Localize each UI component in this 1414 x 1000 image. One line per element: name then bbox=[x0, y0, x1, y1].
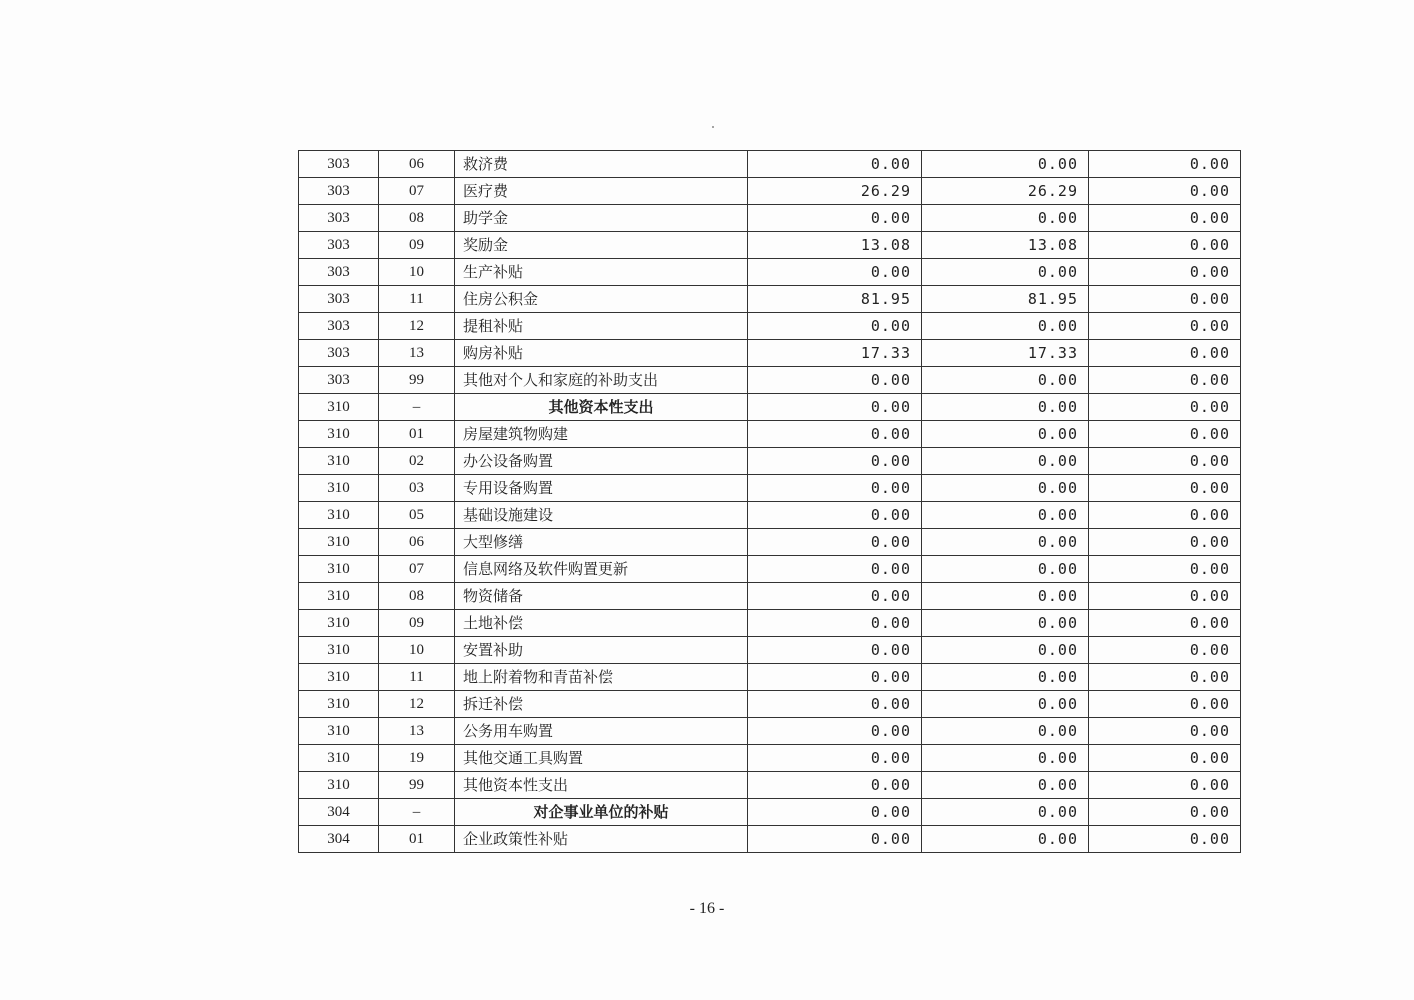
basic-amount-cell: 0.00 bbox=[922, 826, 1089, 853]
basic-amount-cell: 0.00 bbox=[922, 556, 1089, 583]
item-code-cell: 06 bbox=[379, 151, 455, 178]
basic-amount-cell: 0.00 bbox=[922, 718, 1089, 745]
basic-amount-cell: 0.00 bbox=[922, 610, 1089, 637]
basic-amount-cell: 0.00 bbox=[922, 772, 1089, 799]
project-amount-cell: 0.00 bbox=[1089, 475, 1241, 502]
class-code-cell: 303 bbox=[299, 232, 379, 259]
scan-speck bbox=[712, 126, 714, 128]
basic-amount-cell: 0.00 bbox=[922, 745, 1089, 772]
item-name-cell: 大型修缮 bbox=[455, 529, 748, 556]
table-row bbox=[299, 826, 1241, 853]
item-code-cell: – bbox=[379, 394, 455, 421]
class-code-cell: 310 bbox=[299, 664, 379, 691]
project-amount-cell: 0.00 bbox=[1089, 826, 1241, 853]
class-code-cell: 310 bbox=[299, 745, 379, 772]
class-code-cell: 310 bbox=[299, 502, 379, 529]
total-amount-cell: 13.08 bbox=[748, 232, 922, 259]
project-amount-cell: 0.00 bbox=[1089, 637, 1241, 664]
basic-amount-cell: 0.00 bbox=[922, 529, 1089, 556]
project-amount-cell: 0.00 bbox=[1089, 583, 1241, 610]
total-amount-cell: 0.00 bbox=[748, 151, 922, 178]
project-amount-cell: 0.00 bbox=[1089, 556, 1241, 583]
item-name-cell: 物资储备 bbox=[455, 583, 748, 610]
class-code-cell: 303 bbox=[299, 178, 379, 205]
item-code-cell: 12 bbox=[379, 691, 455, 718]
basic-amount-cell: 0.00 bbox=[922, 259, 1089, 286]
item-code-cell: 01 bbox=[379, 421, 455, 448]
item-code-cell: 01 bbox=[379, 826, 455, 853]
item-code-cell: 06 bbox=[379, 529, 455, 556]
item-code-cell: – bbox=[379, 799, 455, 826]
table-row bbox=[299, 178, 1241, 205]
project-amount-cell: 0.00 bbox=[1089, 745, 1241, 772]
table-row bbox=[299, 529, 1241, 556]
table-row bbox=[299, 610, 1241, 637]
class-code-cell: 310 bbox=[299, 772, 379, 799]
table-row bbox=[299, 340, 1241, 367]
total-amount-cell: 0.00 bbox=[748, 448, 922, 475]
item-name-cell: 拆迁补偿 bbox=[455, 691, 748, 718]
basic-amount-cell: 0.00 bbox=[922, 313, 1089, 340]
class-code-cell: 303 bbox=[299, 205, 379, 232]
total-amount-cell: 0.00 bbox=[748, 421, 922, 448]
project-amount-cell: 0.00 bbox=[1089, 178, 1241, 205]
total-amount-cell: 0.00 bbox=[748, 529, 922, 556]
project-amount-cell: 0.00 bbox=[1089, 691, 1241, 718]
total-amount-cell: 81.95 bbox=[748, 286, 922, 313]
class-code-cell: 310 bbox=[299, 529, 379, 556]
class-code-cell: 310 bbox=[299, 583, 379, 610]
table-row bbox=[299, 232, 1241, 259]
project-amount-cell: 0.00 bbox=[1089, 205, 1241, 232]
table-row bbox=[299, 664, 1241, 691]
project-amount-cell: 0.00 bbox=[1089, 529, 1241, 556]
item-code-cell: 11 bbox=[379, 664, 455, 691]
item-name-cell: 办公设备购置 bbox=[455, 448, 748, 475]
item-name-cell: 提租补贴 bbox=[455, 313, 748, 340]
item-code-cell: 09 bbox=[379, 232, 455, 259]
basic-amount-cell: 17.33 bbox=[922, 340, 1089, 367]
item-code-cell: 19 bbox=[379, 745, 455, 772]
item-code-cell: 13 bbox=[379, 718, 455, 745]
total-amount-cell: 17.33 bbox=[748, 340, 922, 367]
total-amount-cell: 0.00 bbox=[748, 556, 922, 583]
total-amount-cell: 0.00 bbox=[748, 745, 922, 772]
table-row bbox=[299, 475, 1241, 502]
class-code-cell: 303 bbox=[299, 151, 379, 178]
project-amount-cell: 0.00 bbox=[1089, 772, 1241, 799]
item-name-cell: 助学金 bbox=[455, 205, 748, 232]
class-code-cell: 310 bbox=[299, 637, 379, 664]
item-name-cell: 其他对个人和家庭的补助支出 bbox=[455, 367, 748, 394]
total-amount-cell: 0.00 bbox=[748, 583, 922, 610]
project-amount-cell: 0.00 bbox=[1089, 367, 1241, 394]
item-code-cell: 11 bbox=[379, 286, 455, 313]
class-code-cell: 310 bbox=[299, 691, 379, 718]
basic-amount-cell: 0.00 bbox=[922, 637, 1089, 664]
item-name-cell: 地上附着物和青苗补偿 bbox=[455, 664, 748, 691]
class-code-cell: 304 bbox=[299, 826, 379, 853]
total-amount-cell: 0.00 bbox=[748, 691, 922, 718]
class-code-cell: 310 bbox=[299, 394, 379, 421]
project-amount-cell: 0.00 bbox=[1089, 232, 1241, 259]
table-row bbox=[299, 205, 1241, 232]
page-number: - 16 - bbox=[689, 900, 725, 917]
basic-amount-cell: 81.95 bbox=[922, 286, 1089, 313]
total-amount-cell: 0.00 bbox=[748, 313, 922, 340]
item-code-cell: 13 bbox=[379, 340, 455, 367]
item-code-cell: 12 bbox=[379, 313, 455, 340]
basic-amount-cell: 0.00 bbox=[922, 502, 1089, 529]
project-amount-cell: 0.00 bbox=[1089, 259, 1241, 286]
class-code-cell: 304 bbox=[299, 799, 379, 826]
item-name-cell: 医疗费 bbox=[455, 178, 748, 205]
class-code-cell: 310 bbox=[299, 421, 379, 448]
basic-amount-cell: 13.08 bbox=[922, 232, 1089, 259]
total-amount-cell: 0.00 bbox=[748, 637, 922, 664]
total-amount-cell: 26.29 bbox=[748, 178, 922, 205]
total-amount-cell: 0.00 bbox=[748, 394, 922, 421]
item-name-cell: 住房公积金 bbox=[455, 286, 748, 313]
table-row bbox=[299, 151, 1241, 178]
item-code-cell: 10 bbox=[379, 637, 455, 664]
basic-amount-cell: 0.00 bbox=[922, 394, 1089, 421]
table-row bbox=[299, 556, 1241, 583]
class-code-cell: 310 bbox=[299, 556, 379, 583]
table-row bbox=[299, 718, 1241, 745]
item-code-cell: 10 bbox=[379, 259, 455, 286]
class-code-cell: 310 bbox=[299, 448, 379, 475]
total-amount-cell: 0.00 bbox=[748, 205, 922, 232]
table-row bbox=[299, 691, 1241, 718]
item-name-cell: 安置补助 bbox=[455, 637, 748, 664]
project-amount-cell: 0.00 bbox=[1089, 151, 1241, 178]
basic-amount-cell: 0.00 bbox=[922, 664, 1089, 691]
item-code-cell: 03 bbox=[379, 475, 455, 502]
item-name-cell: 土地补偿 bbox=[455, 610, 748, 637]
item-code-cell: 09 bbox=[379, 610, 455, 637]
class-code-cell: 310 bbox=[299, 475, 379, 502]
item-code-cell: 07 bbox=[379, 178, 455, 205]
table-row bbox=[299, 259, 1241, 286]
basic-amount-cell: 0.00 bbox=[922, 799, 1089, 826]
item-name-cell: 对企事业单位的补贴 bbox=[455, 799, 748, 826]
project-amount-cell: 0.00 bbox=[1089, 286, 1241, 313]
item-name-cell: 信息网络及软件购置更新 bbox=[455, 556, 748, 583]
basic-amount-cell: 0.00 bbox=[922, 367, 1089, 394]
project-amount-cell: 0.00 bbox=[1089, 502, 1241, 529]
basic-amount-cell: 0.00 bbox=[922, 151, 1089, 178]
project-amount-cell: 0.00 bbox=[1089, 610, 1241, 637]
item-name-cell: 生产补贴 bbox=[455, 259, 748, 286]
total-amount-cell: 0.00 bbox=[748, 259, 922, 286]
table-row-heading bbox=[299, 799, 1241, 826]
item-code-cell: 02 bbox=[379, 448, 455, 475]
item-name-cell: 其他资本性支出 bbox=[455, 394, 748, 421]
item-code-cell: 05 bbox=[379, 502, 455, 529]
basic-amount-cell: 0.00 bbox=[922, 691, 1089, 718]
table-row bbox=[299, 583, 1241, 610]
total-amount-cell: 0.00 bbox=[748, 502, 922, 529]
total-amount-cell: 0.00 bbox=[748, 475, 922, 502]
class-code-cell: 310 bbox=[299, 718, 379, 745]
project-amount-cell: 0.00 bbox=[1089, 448, 1241, 475]
project-amount-cell: 0.00 bbox=[1089, 799, 1241, 826]
item-code-cell: 07 bbox=[379, 556, 455, 583]
item-code-cell: 08 bbox=[379, 205, 455, 232]
basic-amount-cell: 0.00 bbox=[922, 475, 1089, 502]
class-code-cell: 310 bbox=[299, 610, 379, 637]
table-row bbox=[299, 448, 1241, 475]
item-name-cell: 购房补贴 bbox=[455, 340, 748, 367]
table-row-heading bbox=[299, 394, 1241, 421]
basic-amount-cell: 0.00 bbox=[922, 583, 1089, 610]
total-amount-cell: 0.00 bbox=[748, 772, 922, 799]
item-name-cell: 基础设施建设 bbox=[455, 502, 748, 529]
item-name-cell: 企业政策性补贴 bbox=[455, 826, 748, 853]
table-row bbox=[299, 502, 1241, 529]
table-row bbox=[299, 286, 1241, 313]
class-code-cell: 303 bbox=[299, 340, 379, 367]
total-amount-cell: 0.00 bbox=[748, 664, 922, 691]
table-row bbox=[299, 313, 1241, 340]
class-code-cell: 303 bbox=[299, 367, 379, 394]
total-amount-cell: 0.00 bbox=[748, 610, 922, 637]
item-name-cell: 专用设备购置 bbox=[455, 475, 748, 502]
project-amount-cell: 0.00 bbox=[1089, 394, 1241, 421]
item-name-cell: 其他交通工具购置 bbox=[455, 745, 748, 772]
class-code-cell: 303 bbox=[299, 286, 379, 313]
item-name-cell: 房屋建筑物购建 bbox=[455, 421, 748, 448]
project-amount-cell: 0.00 bbox=[1089, 664, 1241, 691]
table-row bbox=[299, 637, 1241, 664]
project-amount-cell: 0.00 bbox=[1089, 718, 1241, 745]
total-amount-cell: 0.00 bbox=[748, 826, 922, 853]
total-amount-cell: 0.00 bbox=[748, 718, 922, 745]
project-amount-cell: 0.00 bbox=[1089, 313, 1241, 340]
item-name-cell: 奖励金 bbox=[455, 232, 748, 259]
table-row bbox=[299, 421, 1241, 448]
table-row bbox=[299, 367, 1241, 394]
basic-amount-cell: 0.00 bbox=[922, 205, 1089, 232]
class-code-cell: 303 bbox=[299, 259, 379, 286]
item-name-cell: 公务用车购置 bbox=[455, 718, 748, 745]
basic-amount-cell: 26.29 bbox=[922, 178, 1089, 205]
budget-expenditure-table bbox=[298, 150, 1241, 853]
class-code-cell: 303 bbox=[299, 313, 379, 340]
basic-amount-cell: 0.00 bbox=[922, 421, 1089, 448]
total-amount-cell: 0.00 bbox=[748, 367, 922, 394]
total-amount-cell: 0.00 bbox=[748, 799, 922, 826]
item-code-cell: 08 bbox=[379, 583, 455, 610]
project-amount-cell: 0.00 bbox=[1089, 340, 1241, 367]
basic-amount-cell: 0.00 bbox=[922, 448, 1089, 475]
table-body bbox=[299, 151, 1241, 853]
table-row bbox=[299, 745, 1241, 772]
table-row bbox=[299, 772, 1241, 799]
item-name-cell: 救济费 bbox=[455, 151, 748, 178]
item-code-cell: 99 bbox=[379, 772, 455, 799]
project-amount-cell: 0.00 bbox=[1089, 421, 1241, 448]
item-name-cell: 其他资本性支出 bbox=[455, 772, 748, 799]
item-code-cell: 99 bbox=[379, 367, 455, 394]
